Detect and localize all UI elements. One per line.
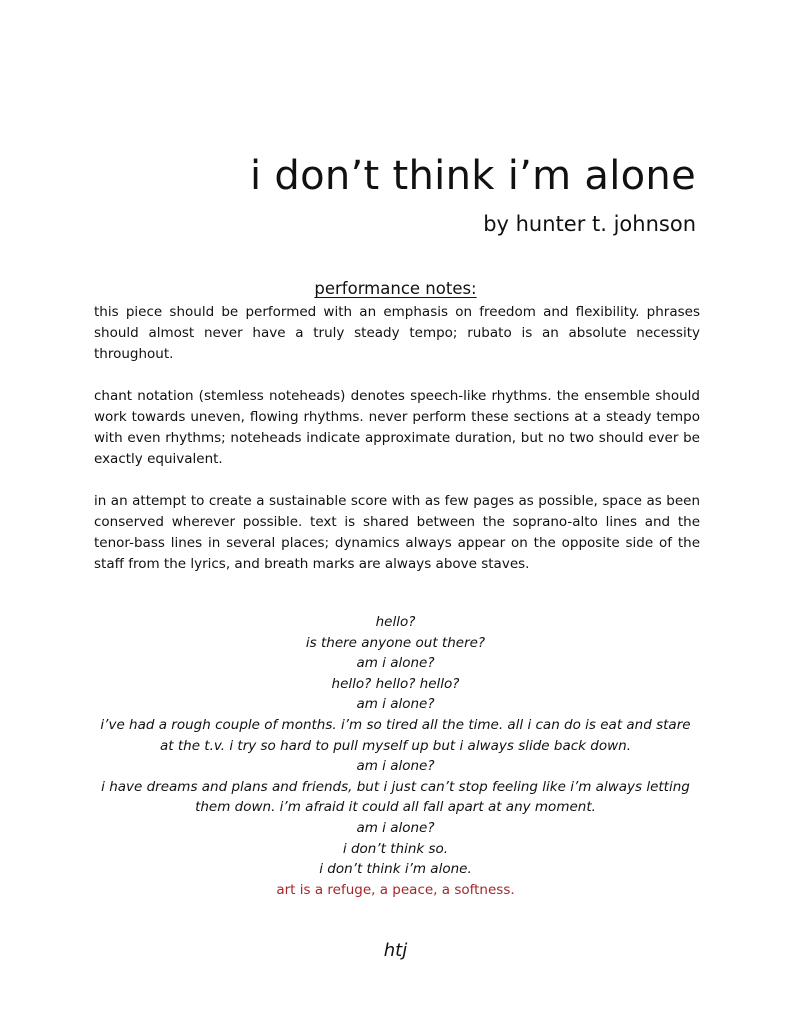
poem-line: hello? hello? hello? [331,675,460,692]
poem-line: am i alone? [356,655,435,672]
page-title: i don’t think i’m alone [249,153,696,199]
poem-text [60,612,731,900]
performance-notes-heading: performance notes: [314,279,477,298]
notes-paragraph-chant-notation: chant notation (stemless noteheads) denotes speech-like rhythms. the ensemble should work towards uneven, flowing rhythms. never perform these sections at a steady tempo with even rhythms; noteheads indicate approximate duration, but no two should ever be exactly equivalent. [94,388,700,467]
poem-line: them down. i’m afraid it could all fall apart at any moment. [195,799,596,816]
poem-line: am i alone? [356,696,435,713]
poem-line: am i alone? [356,758,435,775]
poem-line: am i alone? [356,819,435,836]
poem-closing-line: art is a refuge, a peace, a softness. [276,881,515,898]
poem-line: i have dreams and plans and friends, but i just can’t stop feeling like i’m always letting [101,778,690,795]
poem-line: i don’t think so. [342,840,449,857]
signature-initials: htj [383,940,408,961]
poem-line: i’ve had a rough couple of months. i’m so tired all the time. all i can do is eat and stare [100,716,691,733]
notes-paragraph-space: in an attempt to create a sustainable score with as few pages as possible, space as been conserved wherever possible. text is shared between the soprano-alto lines and the tenor-bass lines in several places; dynamics always appear on the opposite side of the staff from the lyrics, and breath marks are always above staves. [94,493,700,572]
poem-line: hello? [375,614,416,630]
author-byline: by hunter t. johnson [483,212,696,236]
poem-line: at the t.v. i try so hard to pull myself up but i always slide back down. [160,737,631,754]
notes-paragraph-tempo: this piece should be performed with an emphasis on freedom and flexibility. phrases should almost never have a truly steady tempo; rubato is an absolute necessity throughout. [94,304,700,362]
poem-line: i don’t think i’m alone. [319,861,472,878]
poem-line: is there anyone out there? [305,634,486,651]
performance-notes [94,302,700,596]
